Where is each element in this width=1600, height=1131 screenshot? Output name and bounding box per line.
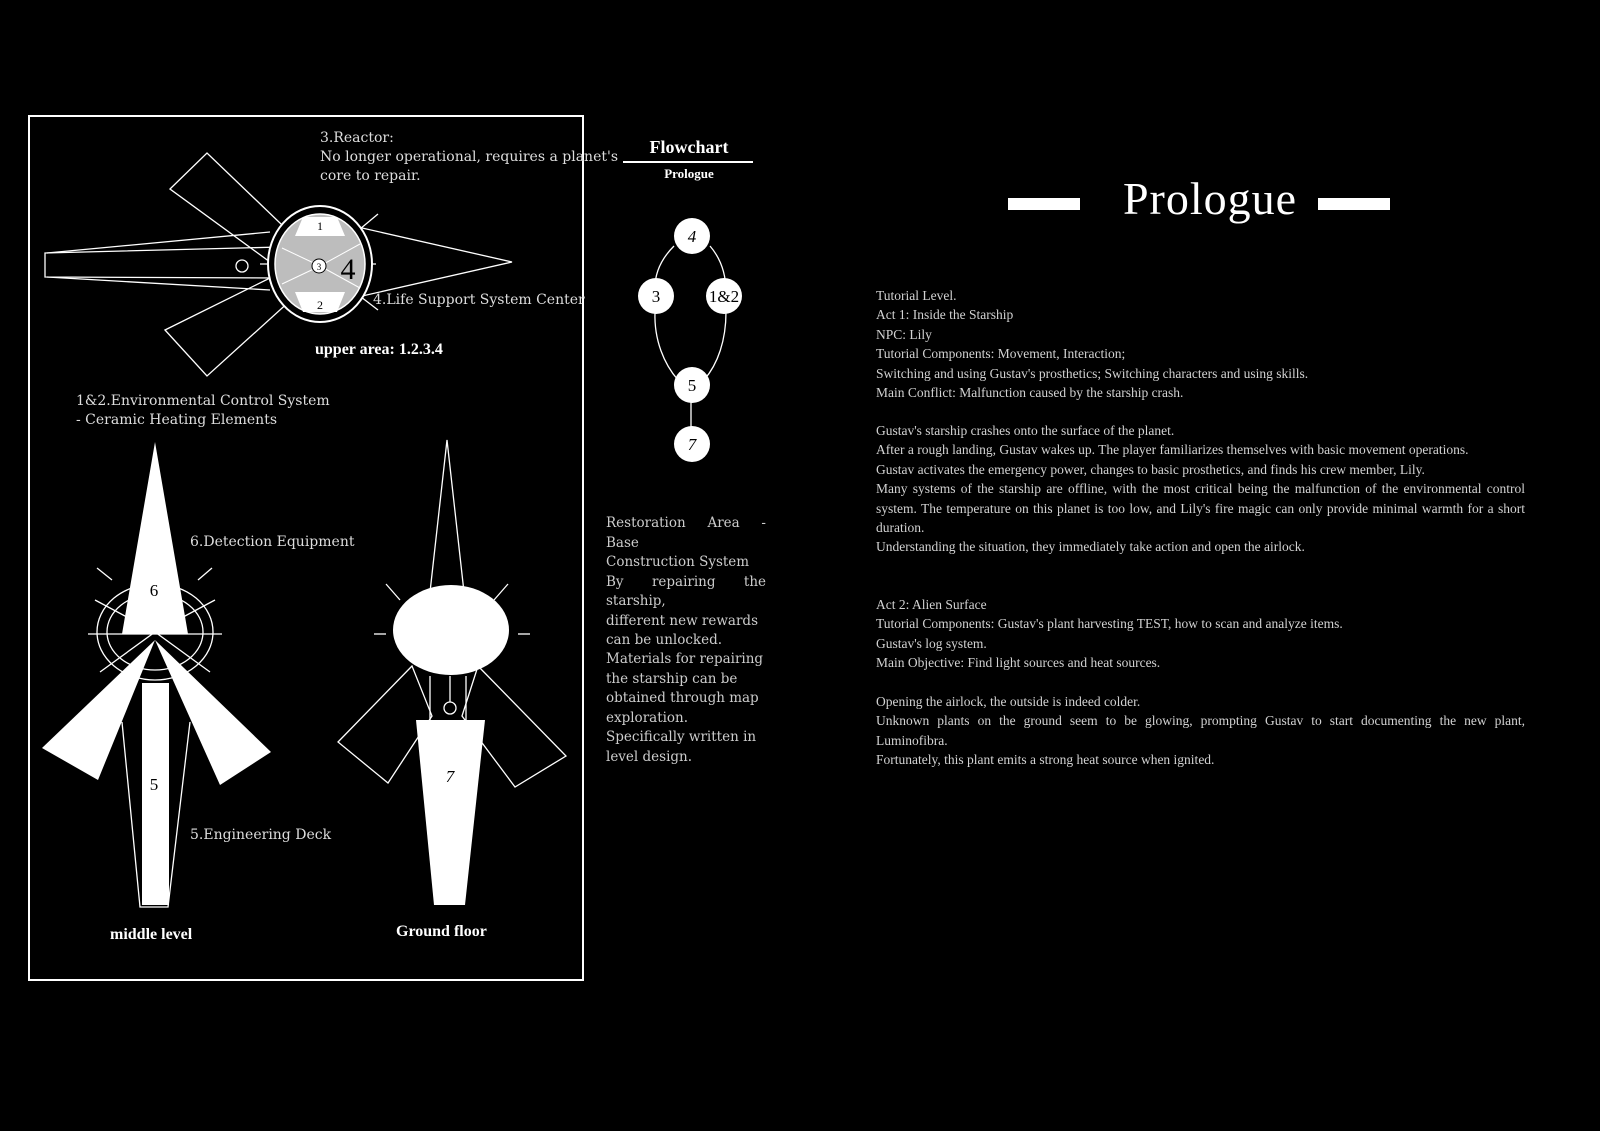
reactor-number: 3 [316,262,322,272]
flow-node-12-label: 1&2 [708,287,740,306]
prologue-title: Prologue [1122,173,1298,224]
reactor-label: 3.Reactor: [320,130,394,146]
flow-edge-3-5 [655,312,678,380]
materials-note: Materials for repairing the starship can be obtained through map exploration. Specifically written in level design. [606,651,764,765]
detection-number: 6 [149,581,159,600]
middle-level-label: middle level [110,926,193,943]
life-support-number: 4 [340,253,356,286]
env-control-sub: - Ceramic Heating Elements [76,412,278,428]
title-bar-right [1318,198,1390,210]
upper-area-label: upper area: 1.2.3.4 [315,341,443,358]
flow-node-5-label: 5 [687,376,697,395]
env-control-label: 1&2.Environmental Control System [76,393,330,409]
prologue-block-2: Gustav's starship crashes onto the surface of the planet. After a rough landing, Gustav wakes up. The player familiarizes themselves with basic movement operations. Gustav activates the emergency power, changes to basic prosthetics, and finds his crew member, Lily. Many systems of the starship are offline, with the most critical being the malfunction of the environmental control system. The temperature on this planet is too low, and Lily's fire magic can only provide minimal warmth for a short duration. Understanding the situation, they immediately take action and open the airlock. [876,423,1525,555]
flow-node-3-label: 3 [651,287,661,306]
flow-node-4-label: 4 [687,227,697,246]
detection-label: 6.Detection Equipment [190,534,355,550]
prologue-block-3: Act 2: Alien Surface Tutorial Components: Gustav's plant harvesting TEST, how to scan and analyze items. Gustav's log system. Main Objective: Find light sources and heat sources. [876,597,1343,671]
flowchart-title: Flowchart [649,137,729,157]
prologue-block-4: Opening the airlock, the outside is indeed colder. Unknown plants on the ground seem to be glowing, prompting Gustav to start documenting the new plant, Luminofibra. Fortunately, this plant emits a strong heat source when ignited. [876,694,1525,768]
reactor-desc-1: No longer operational, requires a planet's [320,149,619,165]
prologue-block-1: Tutorial Level. Act 1: Inside the Starship NPC: Lily Tutorial Components: Movement, Interaction; Switching and using Gustav's prosthetics; Switching characters and using skills. Main Conflict: Malfunction caused by the starship crash. [876,288,1309,401]
engineering-number: 5 [149,775,159,794]
flow-edge-12-5 [704,312,726,380]
ground-number: 7 [445,767,455,786]
title-bar-left [1008,198,1080,210]
ground-floor-label: Ground floor [396,923,487,940]
flow-node-7-label: 7 [687,435,697,454]
life-support-label: 4.Life Support System Center [373,292,585,308]
engineering-label: 5.Engineering Deck [190,827,332,843]
flowchart-subtitle: Prologue [664,166,714,181]
restoration-note: Restoration Area - Base Construction System By repairing the starship, different new rewards can be unlocked. [606,515,766,648]
reactor-desc-2: core to repair. [320,168,421,184]
room-2-number: 2 [317,298,323,312]
room-1-number: 1 [317,219,323,233]
